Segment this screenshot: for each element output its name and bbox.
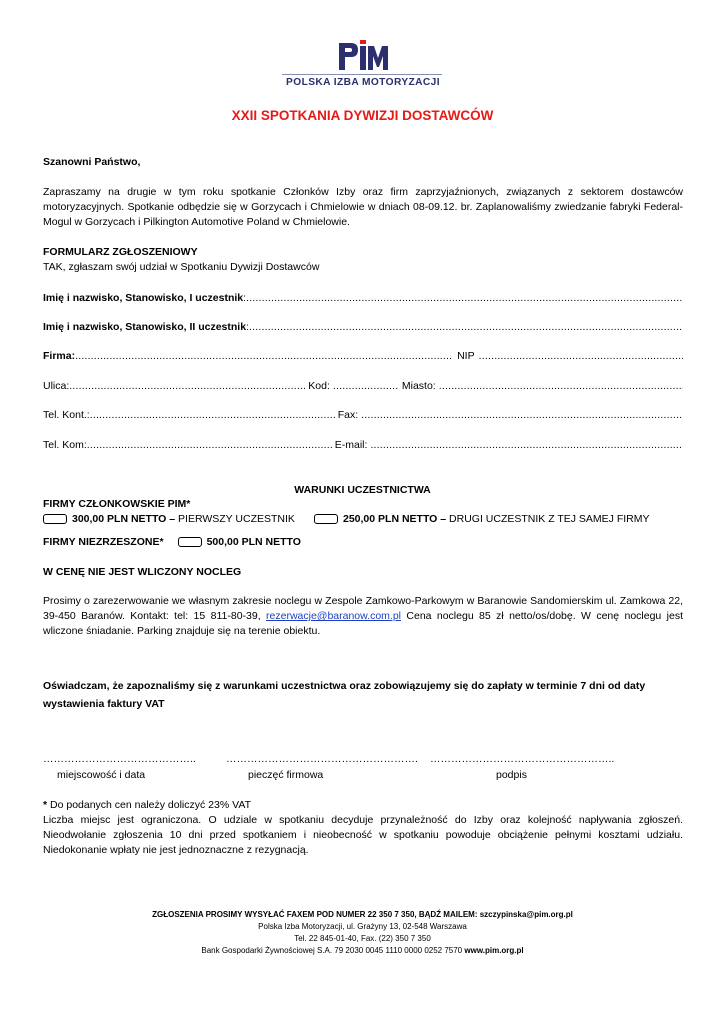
option-second-participant[interactable] bbox=[314, 513, 650, 525]
phone-line[interactable] bbox=[90, 408, 335, 422]
nonmembers-label: FIRMY NIEZRZESZONE* bbox=[43, 536, 164, 548]
participant1-line[interactable] bbox=[246, 291, 683, 305]
place-date-line: …………………………………….. bbox=[43, 753, 196, 765]
hotel-paragraph bbox=[43, 594, 683, 640]
option3-price: 500,00 PLN NETTO bbox=[206, 536, 301, 548]
greeting: Szanowni Państwo, bbox=[43, 156, 141, 168]
hotel-email-link[interactable]: rezerwacje@baranow.com.pl bbox=[266, 610, 401, 623]
hotel-text-2: Cena noclegu 85 zł netto/os/dobę. W cenę noclegu jest wliczone śniadanie. Parking znajduje się na terenie obiektu. bbox=[43, 610, 683, 638]
option3-checkbox[interactable] bbox=[178, 537, 202, 547]
place-date-label: miejscowość i data bbox=[57, 769, 146, 781]
nip-label: NIP bbox=[457, 350, 475, 362]
no-hotel-notice: W CENĘ NIE JEST WLICZONY NOCLEG bbox=[43, 566, 242, 578]
form-heading: FORMULARZ ZGŁOSZENIOWY bbox=[43, 246, 198, 258]
vat-note bbox=[43, 798, 683, 813]
footer-address: Polska Izba Motoryzacji, ul. Grażyny 13, 02-548 Warszawa bbox=[258, 922, 467, 931]
mobile-line[interactable] bbox=[87, 438, 332, 452]
limits-note: Liczba miejsc jest ograniczona. O udziale w spotkaniu decyduje przynależność do Izby oraz kolejność napływania zgłoszeń. Nieodwołanie zgłoszenia 10 dni przed spotkaniem i nieobecność w spotkaniu powoduje obciążenie pełnymi kosztami udziału. Niedokonanie wpłaty nie jest jednoznaczne z rezygnacją. bbox=[43, 814, 683, 857]
hotel-text: Prosimy o zarezerwowanie we własnym zakresie noclegu w Zespole Zamkowo-Parkowym w Baranowie Sandomierskim ul. Zamkowa 22, 39-450 Baranów. Kontakt: tel: 15 811-80-39, bbox=[43, 595, 683, 623]
participant2-label: Imię i nazwisko, Stanowisko, II uczestnik bbox=[43, 321, 247, 333]
footer-bank bbox=[0, 945, 725, 956]
address-row[interactable] bbox=[43, 379, 683, 393]
participant2-field[interactable] bbox=[43, 320, 683, 334]
option-nonmember[interactable] bbox=[43, 536, 301, 548]
city-label: Miasto: bbox=[401, 380, 436, 392]
participant1-label: Imię i nazwisko, Stanowisko, I uczestnik bbox=[43, 292, 244, 304]
stamp-line: ………………………………………………. bbox=[226, 753, 418, 765]
city-line[interactable] bbox=[439, 379, 683, 393]
email-line[interactable] bbox=[370, 438, 683, 452]
company-line[interactable] bbox=[75, 349, 453, 363]
pim-logo bbox=[337, 40, 389, 70]
logo-subtitle: POLSKA IZBA MOTORYZACJI bbox=[286, 77, 440, 88]
signature-line: …………………………………………….. bbox=[430, 753, 615, 765]
zip-line[interactable] bbox=[333, 379, 399, 393]
option1-desc: PIERWSZY UCZESTNIK bbox=[178, 513, 295, 525]
fax-line[interactable] bbox=[361, 408, 683, 422]
page-title: XXII SPOTKANIA DYWIZJI DOSTAWCÓW bbox=[231, 108, 494, 123]
fax-label: Fax: bbox=[337, 409, 359, 421]
mobile-email-row[interactable] bbox=[43, 438, 683, 452]
participant1-field[interactable] bbox=[43, 291, 683, 305]
option2-price: 250,00 PLN NETTO – bbox=[343, 513, 447, 525]
option1-price: 300,00 PLN NETTO – bbox=[72, 513, 176, 525]
company-label: Firma: bbox=[43, 350, 76, 362]
footer-website[interactable]: www.pim.org.pl bbox=[464, 946, 524, 955]
participant2-line[interactable] bbox=[249, 320, 683, 334]
nip-line[interactable] bbox=[479, 349, 683, 363]
footer-bank-text: Bank Gospodarki Żywnościowej S.A. 79 2030 0045 1110 0000 0252 7570 bbox=[201, 946, 463, 955]
vat-asterisk: * bbox=[43, 799, 48, 811]
email-label: E-mail: bbox=[334, 439, 368, 451]
option2-checkbox[interactable] bbox=[314, 514, 338, 524]
conditions-heading: WARUNKI UCZESTNICTWA bbox=[294, 484, 431, 496]
vat-text: Do podanych cen należy doliczyć 23% VAT bbox=[47, 799, 251, 811]
company-row[interactable] bbox=[43, 349, 683, 363]
stamp-label: pieczęć firmowa bbox=[248, 769, 324, 781]
colon: : bbox=[243, 292, 247, 304]
footer-phone: Tel. 22 845-01-40, Fax. (22) 350 7 350 bbox=[294, 934, 431, 943]
signature-label: podpis bbox=[496, 769, 527, 781]
phone-label: Tel. Kont.: bbox=[43, 409, 90, 421]
logo-divider bbox=[282, 74, 442, 75]
option1-checkbox[interactable] bbox=[43, 514, 67, 524]
option2-desc: DRUGI UCZESTNIK Z TEJ SAMEJ FIRMY bbox=[449, 513, 650, 525]
members-label: FIRMY CZŁONKOWSKIE PIM* bbox=[43, 498, 191, 510]
option-first-participant[interactable] bbox=[43, 513, 295, 525]
street-line[interactable] bbox=[69, 379, 305, 393]
mobile-label: Tel. Kom: bbox=[43, 439, 87, 451]
zip-label: Kod: bbox=[308, 380, 330, 392]
footer-submission: ZGŁOSZENIA PROSIMY WYSYŁAĆ FAXEM POD NUMER 22 350 7 350, BĄDŹ MAILEM: szczypinska@pim.org.pl bbox=[152, 910, 573, 919]
declaration: Oświadczam, że zapoznaliśmy się z warunkami uczestnictwa oraz zobowiązujemy się do zapłaty w terminie 7 dni od daty wystawienia faktury VAT bbox=[43, 680, 646, 710]
colon: : bbox=[246, 321, 249, 333]
intro-paragraph: Zapraszamy na drugie w tym roku spotkanie Członków Izby oraz firm zaprzyjaźnionych, związanych z sektorem dostawców motoryzacyjnych. Spotkanie odbędzie się w Gorzycach i Chmielowie w dniach 08-09.12. br. Zaplanowaliśmy zwiedzanie fabryki Federal-Mogul w Gorzycach i Pilkington Automotive Poland w Chmielowie. bbox=[43, 186, 683, 229]
phone-fax-row[interactable] bbox=[43, 408, 683, 422]
form-subheading: TAK, zgłaszam swój udział w Spotkaniu Dywizji Dostawców bbox=[43, 261, 320, 273]
street-label: Ulica: bbox=[43, 380, 70, 392]
